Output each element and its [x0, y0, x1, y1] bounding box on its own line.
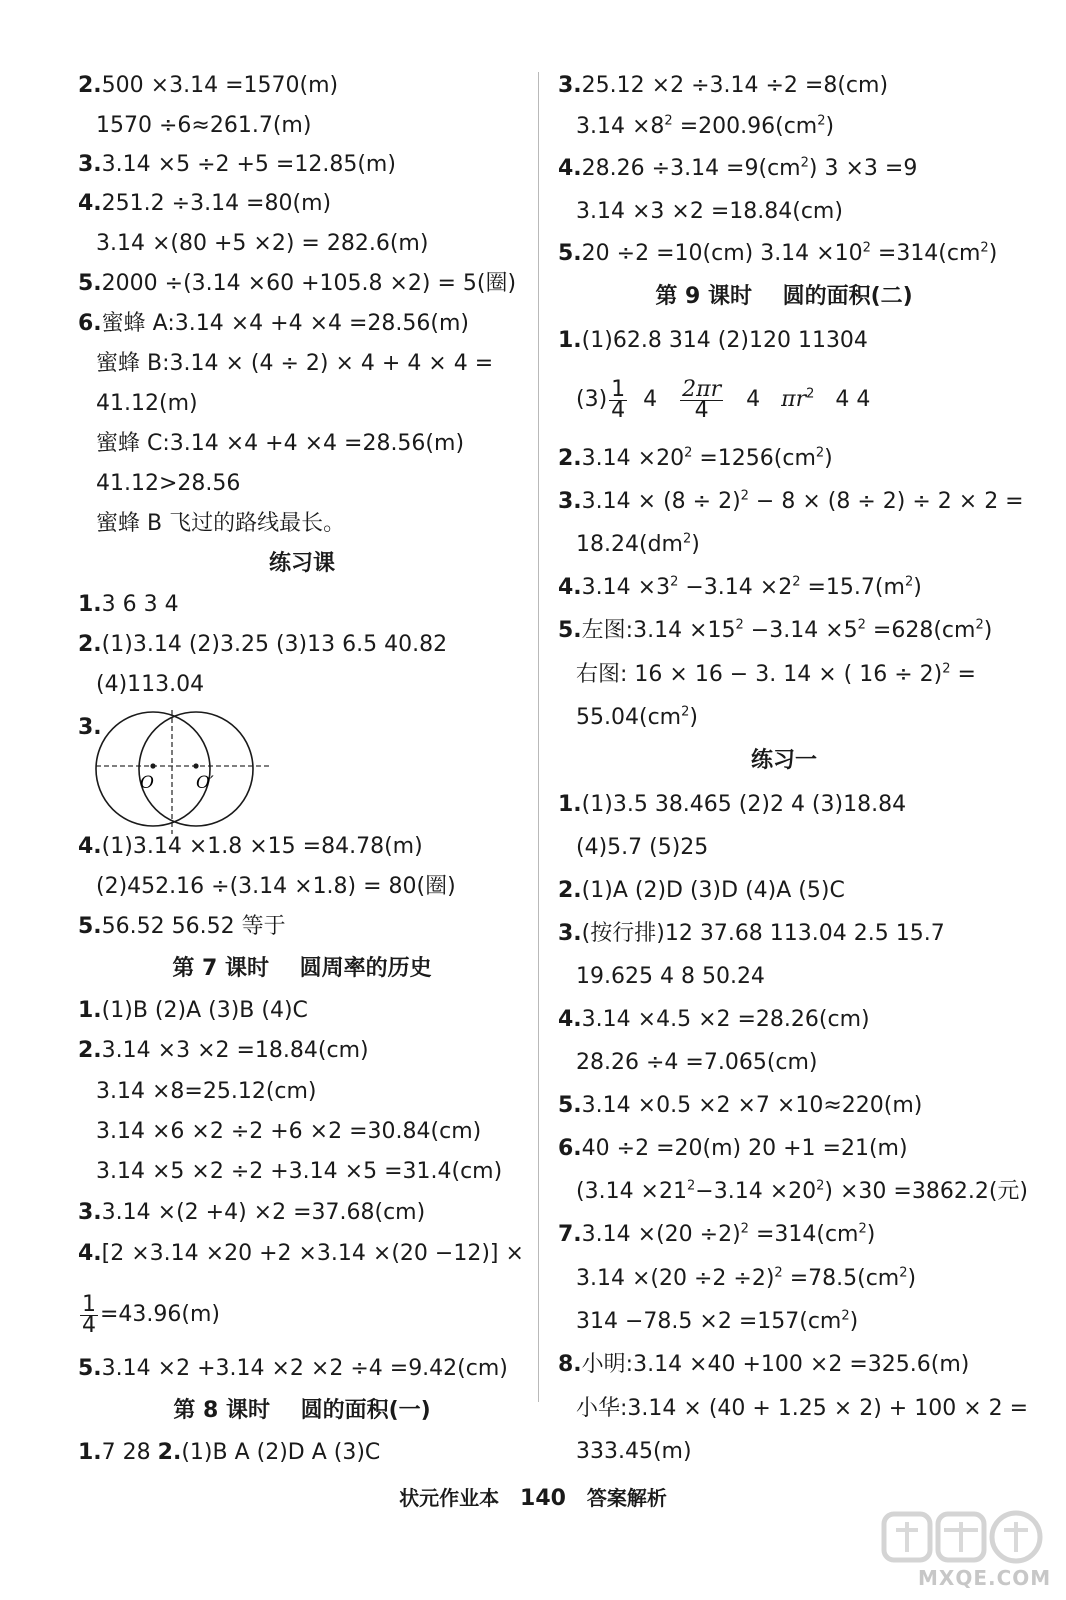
footer-section-title: 答案解析 — [586, 1486, 667, 1510]
answer-text: =43.96(m) — [100, 1302, 221, 1327]
answer-line — [78, 269, 516, 299]
answer-line — [558, 1091, 922, 1121]
superscript: 2 — [975, 617, 984, 633]
answer-line — [78, 189, 331, 219]
answer-line — [576, 660, 976, 690]
answer-text: −3.14 ×5 — [743, 618, 858, 643]
superscript: 2 — [670, 574, 679, 590]
answer-text: ) 3 ×3 =9 — [808, 156, 918, 181]
answer-line — [558, 1005, 870, 1035]
answer-text: (1)3.14 ×1.8 ×15 =84.78(m) — [101, 834, 423, 859]
answer-text: 333.45(m) — [576, 1439, 692, 1464]
item-number: 6. — [78, 311, 102, 336]
item-number: 2. — [558, 878, 582, 903]
item-number: 1. — [78, 998, 102, 1023]
answer-text: =1256(cm — [692, 446, 816, 471]
answer-line — [558, 790, 906, 820]
answer-text: (1)A (2)D (3)D (4)A (5)C — [581, 878, 845, 903]
answer-text: 3.14 ×6 ×2 ÷2 +6 ×2 =30.84(cm) — [96, 1119, 482, 1144]
answer-text: 蜜蜂 B:3.14 × (4 ÷ 2) × 4 + 4 × 4 = — [96, 351, 494, 376]
answer-text: ) — [691, 532, 700, 557]
item-number: 3. — [558, 73, 582, 98]
superscript: 2 — [684, 445, 693, 461]
answer-text: =314(cm — [748, 1222, 859, 1247]
answer-line — [576, 962, 765, 992]
answer-line — [96, 872, 456, 902]
column-divider — [538, 72, 539, 1402]
answer-text: =314(cm — [870, 241, 981, 266]
answer-line — [576, 1394, 1028, 1424]
answer-text: (1)B (2)A (3)B (4)C — [101, 998, 308, 1023]
answer-text: 251.2 ÷3.14 =80(m) — [101, 191, 332, 216]
superscript: 2 — [687, 1178, 696, 1194]
item-number: 4. — [78, 834, 102, 859]
superscript: 2 — [681, 704, 690, 720]
answer-text: 左图:3.14 ×15 — [581, 618, 736, 643]
answer-line — [558, 573, 922, 603]
item-number: 2. — [78, 1038, 102, 1063]
answer-text: 3.14 ×0.5 ×2 ×7 ×10≈220(m) — [581, 1093, 923, 1118]
answer-text: ) — [913, 575, 922, 600]
answer-line — [558, 876, 845, 906]
superscript: 2 — [806, 386, 815, 402]
item-number: 3. — [78, 715, 102, 740]
answer-text: 55.04(cm — [576, 705, 682, 730]
answer-line — [576, 1264, 916, 1294]
answer-line — [576, 1048, 818, 1078]
item-number: 4. — [558, 575, 582, 600]
answer-line — [576, 197, 843, 227]
answer-text: 3.14 ×2 +3.14 ×2 ×2 ÷4 =9.42(cm) — [101, 1356, 508, 1381]
answer-text: 4 4 — [835, 387, 871, 412]
item-number: 2. — [78, 73, 102, 98]
answer-text: 41.12(m) — [96, 391, 198, 416]
superscript: 2 — [792, 574, 801, 590]
numerator: 1 — [82, 1291, 96, 1317]
answer-text: (按行排)12 37.68 113.04 2.5 15.7 — [581, 921, 945, 946]
superscript: 2 — [899, 1265, 908, 1281]
fraction-2pir-over-4 — [680, 376, 723, 423]
superscript: 2 — [858, 1221, 867, 1237]
answer-text: −3.14 ×2 — [678, 575, 793, 600]
answer-line — [96, 229, 428, 259]
answer-text: 500 ×3.14 =1570(m) — [101, 73, 339, 98]
answer-text: ) — [849, 1309, 859, 1334]
answer-line — [78, 1292, 220, 1338]
item-number: 4. — [558, 156, 582, 181]
answer-line — [96, 1077, 317, 1107]
answer-text: (1)3.5 38.465 (2)2 4 (3)18.84 — [581, 792, 907, 817]
answer-line — [576, 1307, 858, 1337]
answer-text: (1)B A (2)D A (3)C — [181, 1440, 381, 1465]
answer-text: 蜜蜂 B 飞过的路线最长。 — [96, 511, 346, 536]
circles-drawing — [88, 708, 278, 838]
watermark-text: MXQE.COM — [918, 1566, 1052, 1590]
superscript: 2 — [815, 445, 825, 461]
item-number: 1. — [558, 328, 582, 353]
section-heading: 第 7 课时 圆周率的历史 — [172, 956, 432, 981]
answer-line — [576, 703, 698, 733]
answer-text: 3.14 ×8=25.12(cm) — [96, 1079, 317, 1104]
superscript: 2 — [904, 574, 914, 590]
item-number: 2. — [558, 446, 582, 471]
section-heading: 第 8 课时 圆的面积(一) — [173, 1398, 431, 1423]
answer-text: (4)5.7 (5)25 — [576, 835, 709, 860]
answer-text: 3.14 ×8 — [576, 114, 665, 139]
item-number: 3. — [558, 921, 582, 946]
superscript: 2 — [735, 617, 744, 633]
answer-line — [78, 1354, 508, 1384]
answer-text: (4)113.04 — [96, 672, 205, 697]
answer-text: 40 ÷2 =20(m) 20 +1 =21(m) — [581, 1136, 908, 1161]
answer-text: 3.14 × (8 ÷ 2) — [581, 489, 741, 514]
circle-o-prime — [139, 712, 253, 826]
answer-text: 28.26 ÷4 =7.065(cm) — [576, 1050, 818, 1075]
answer-text: 3.14 ×5 ×2 ÷2 +3.14 ×5 =31.4(cm) — [96, 1159, 503, 1184]
answer-text: 314 −78.5 ×2 =157(cm — [576, 1309, 842, 1334]
answer-text: (3.14 ×21 — [576, 1179, 687, 1204]
answer-line — [78, 1198, 425, 1228]
fraction-one-quarter — [80, 1291, 98, 1338]
section-heading: 第 9 课时 圆的面积(二) — [655, 284, 913, 309]
answer-text: 56.52 56.52 等于 — [101, 914, 286, 939]
answer-line — [96, 469, 240, 499]
denominator: 4 — [82, 1312, 96, 1338]
answer-line — [96, 670, 204, 700]
item-number: 8. — [558, 1352, 582, 1377]
item-number: 1. — [78, 592, 102, 617]
answer-line — [576, 112, 834, 142]
answer-text: 3 6 3 4 — [101, 592, 179, 617]
item-number: 4. — [78, 1241, 102, 1266]
answer-text: 2000 ÷(3.14 ×60 +105.8 ×2) = 5(圈) — [101, 271, 517, 296]
answer-text: 18.24(dm — [576, 532, 683, 557]
answer-text: 3.14 ×20 — [581, 446, 685, 471]
answer-line — [576, 833, 708, 863]
answer-text: 3.14 ×3 ×2 =18.84(cm) — [576, 199, 843, 224]
page-number: 140 — [520, 1486, 566, 1511]
numerator: 1 — [611, 376, 626, 402]
item-number: 3. — [558, 489, 582, 514]
item-number: 5. — [558, 1093, 582, 1118]
answer-text: (1)3.14 (2)3.25 (3)13 6.5 40.82 — [101, 632, 448, 657]
superscript: 2 — [740, 488, 749, 504]
answer-line — [558, 326, 868, 356]
answer-text: ) — [866, 1222, 876, 1247]
answer-text: 小明:3.14 ×40 +100 ×2 =325.6(m) — [581, 1352, 970, 1377]
answer-line — [558, 1134, 908, 1164]
answer-line — [78, 912, 286, 942]
answer-text: 41.12>28.56 — [96, 471, 241, 496]
answer-text: 3.14 ×5 ÷2 +5 =12.85(m) — [101, 152, 396, 177]
two-circles-figure — [88, 708, 278, 842]
answer-text: ) — [824, 446, 833, 471]
answer-text: 1570 ÷6≈261.7(m) — [96, 113, 312, 138]
answer-line — [576, 530, 700, 560]
answer-text: =78.5(cm — [782, 1266, 900, 1291]
answer-text: 3.14 ×4.5 ×2 =28.26(cm) — [581, 1007, 870, 1032]
center-o-prime — [193, 763, 198, 768]
answer-text: 3.14 ×(20 ÷2) — [581, 1222, 741, 1247]
answer-text: ) — [689, 705, 698, 730]
answer-line — [96, 349, 493, 379]
answer-line — [78, 590, 179, 620]
answer-text: =200.96(cm — [672, 114, 818, 139]
answer-line — [78, 150, 396, 180]
superscript: 2 — [841, 1308, 850, 1324]
answer-line — [558, 239, 997, 269]
answer-line — [96, 509, 345, 539]
item-number: 2. — [78, 632, 102, 657]
answer-line — [558, 71, 888, 101]
answer-text: 3.14 ×(20 ÷2 ÷2) — [576, 1266, 775, 1291]
answer-text: 右图: 16 × 16 − 3. 14 × ( 16 ÷ 2) — [576, 662, 943, 687]
answer-line — [78, 1239, 524, 1269]
circle-o — [96, 712, 210, 826]
answer-text: 4 — [643, 387, 658, 412]
answer-line — [558, 444, 833, 474]
fraction-one-quarter — [609, 376, 627, 423]
superscript: 2 — [817, 113, 826, 129]
answer-line — [78, 630, 447, 660]
answer-text: (3) — [576, 387, 608, 412]
answer-line — [78, 832, 423, 862]
page-footer — [0, 1482, 1066, 1511]
answer-line — [576, 1437, 692, 1467]
superscript: 2 — [816, 1178, 825, 1194]
answer-text: ) — [988, 241, 998, 266]
answer-line — [96, 1157, 502, 1187]
superscript: 2 — [682, 531, 692, 547]
item-number: 5. — [78, 271, 102, 296]
answer-text: − 8 × (8 ÷ 2) ÷ 2 × 2 = — [748, 489, 1024, 514]
superscript: 2 — [942, 661, 951, 677]
answer-text: 3.14 ×(2 +4) ×2 =37.68(cm) — [101, 1200, 426, 1225]
answer-text: ) ×30 =3862.2(元) — [824, 1179, 1028, 1204]
answer-text: [2 ×3.14 ×20 +2 ×3.14 ×(20 −12)] × — [101, 1241, 524, 1266]
section-heading: 练习课 — [268, 551, 335, 576]
superscript: 2 — [862, 240, 871, 256]
section-heading: 练习一 — [750, 748, 817, 773]
answer-line — [558, 1220, 875, 1250]
item-number: 5. — [558, 241, 582, 266]
answer-text: 3.14 ×3 ×2 =18.84(cm) — [101, 1038, 369, 1063]
numerator: 2πr — [682, 376, 722, 402]
answer-line — [558, 919, 945, 949]
answer-line — [558, 616, 992, 646]
answer-line — [96, 1117, 481, 1147]
item-number: 1. — [558, 792, 582, 817]
item-number: 4. — [78, 191, 102, 216]
answer-text: 19.625 4 8 50.24 — [576, 964, 765, 989]
item-number: 6. — [558, 1136, 582, 1161]
superscript: 2 — [857, 617, 866, 633]
answer-text: 蜜蜂 C:3.14 ×4 +4 ×4 =28.56(m) — [96, 431, 465, 456]
superscript: 2 — [980, 240, 989, 256]
answer-text: ) — [825, 114, 835, 139]
answer-line — [78, 309, 469, 339]
answer-line — [96, 389, 198, 419]
answer-text: 7 28 — [101, 1440, 158, 1465]
answer-text: ) — [907, 1266, 917, 1291]
answer-text: 20 ÷2 =10(cm) 3.14 ×10 — [581, 241, 863, 266]
item-number: 2. — [157, 1440, 182, 1465]
answer-text: (1)62.8 314 (2)120 11304 — [581, 328, 868, 353]
answer-line — [558, 487, 1024, 517]
answer-line — [576, 1177, 1028, 1207]
answer-line — [576, 376, 870, 424]
item-number: 1. — [78, 1440, 102, 1465]
denominator: 4 — [694, 397, 709, 423]
answer-line — [96, 429, 464, 459]
answer-text: 3.14 ×(80 +5 ×2) = 282.6(m) — [96, 231, 429, 256]
answer-line — [558, 1350, 969, 1380]
label-o-prime: O′ — [196, 773, 214, 793]
answer-line — [78, 71, 338, 101]
superscript: 2 — [664, 113, 673, 129]
footer-book-title: 状元作业本 — [399, 1486, 500, 1510]
answer-line — [78, 1438, 380, 1468]
answer-text: πr — [781, 387, 807, 412]
answer-text: = — [950, 662, 976, 687]
answer-text: ) — [983, 618, 993, 643]
item-number: 5. — [78, 914, 102, 939]
answer-text: 25.12 ×2 ÷3.14 ÷2 =8(cm) — [581, 73, 889, 98]
answer-text: 小华:3.14 × (40 + 1.25 × 2) + 100 × 2 = — [576, 1396, 1029, 1421]
answer-text: 28.26 ÷3.14 =9(cm — [581, 156, 801, 181]
answer-line — [78, 996, 308, 1026]
answer-text: =15.7(m — [800, 575, 905, 600]
item-number: 7. — [558, 1222, 582, 1247]
answer-text: 3.14 ×3 — [581, 575, 671, 600]
answer-text: (2)452.16 ÷(3.14 ×1.8) = 80(圈) — [96, 874, 456, 899]
center-o — [150, 763, 155, 768]
superscript: 2 — [740, 1221, 749, 1237]
answer-text: =628(cm — [865, 618, 976, 643]
item-number: 5. — [558, 618, 582, 643]
label-o: O — [140, 773, 154, 793]
superscript: 2 — [800, 155, 809, 171]
answer-text: 4 — [746, 387, 761, 412]
denominator: 4 — [611, 397, 626, 423]
answer-text: 蜜蜂 A:3.14 ×4 +4 ×4 =28.56(m) — [101, 311, 470, 336]
answer-line — [96, 111, 311, 141]
answer-line — [558, 154, 917, 184]
item-number: 3. — [78, 152, 102, 177]
item-number: 3. — [78, 1200, 102, 1225]
item-number: 4. — [558, 1007, 582, 1032]
answer-text: −3.14 ×20 — [695, 1179, 817, 1204]
superscript: 2 — [774, 1265, 783, 1281]
answer-line — [78, 1036, 369, 1066]
item-number: 5. — [78, 1356, 102, 1381]
